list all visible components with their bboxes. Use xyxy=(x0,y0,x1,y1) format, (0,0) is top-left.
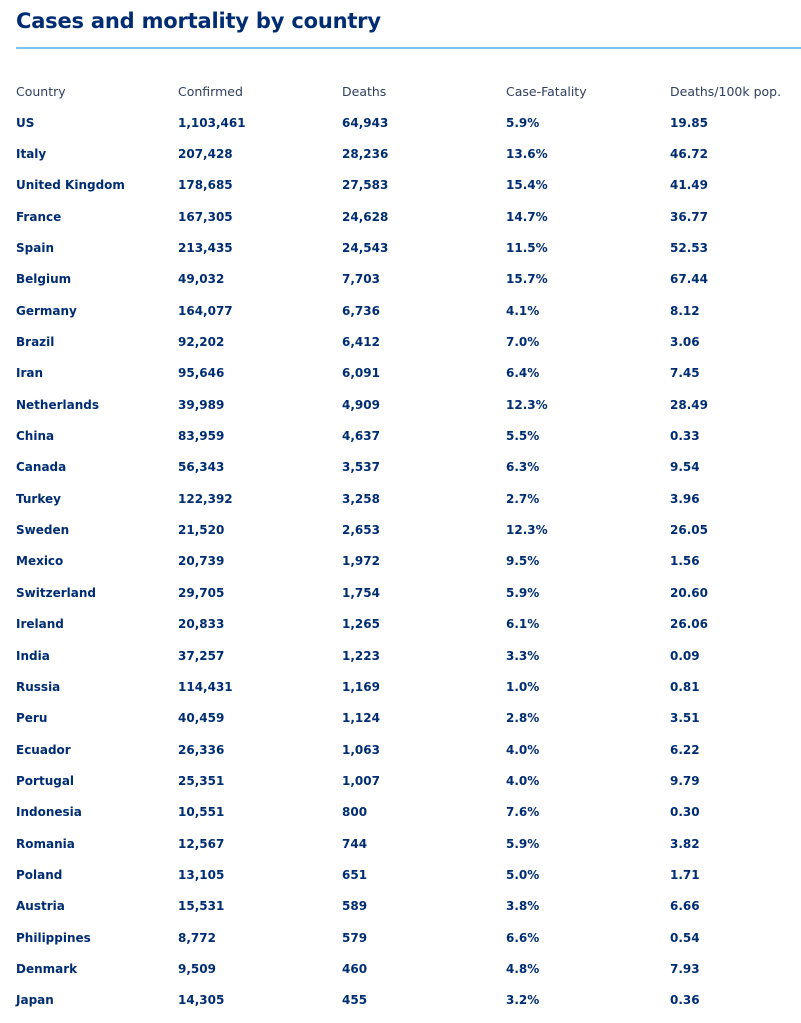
cell-country: Romania xyxy=(16,836,75,851)
cell-deaths: 24,628 xyxy=(342,209,389,224)
cell-confirmed: 15,531 xyxy=(178,899,225,914)
cell-deaths: 579 xyxy=(342,930,368,945)
cell-deaths-100k-pop: 3.06 xyxy=(670,335,700,350)
table-row xyxy=(16,922,801,953)
cell-deaths: 28,236 xyxy=(342,147,389,162)
cell-deaths-100k-pop: 19.85 xyxy=(670,115,708,130)
cell-country: Peru xyxy=(16,711,48,726)
cell-deaths: 1,124 xyxy=(342,711,380,726)
cell-country: Poland xyxy=(16,867,63,882)
cell-deaths-100k-pop: 28.49 xyxy=(670,397,708,412)
cell-deaths-100k-pop: 0.54 xyxy=(670,930,700,945)
cell-deaths-100k-pop: 0.36 xyxy=(670,993,700,1008)
cell-confirmed: 13,105 xyxy=(178,867,225,882)
cell-country: India xyxy=(16,648,50,663)
table-row xyxy=(16,420,801,451)
cell-deaths: 1,063 xyxy=(342,742,380,757)
cell-confirmed: 8,772 xyxy=(178,930,216,945)
cell-case-fatality: 4.8% xyxy=(506,961,540,976)
cell-confirmed: 39,989 xyxy=(178,397,225,412)
cell-country: Brazil xyxy=(16,335,55,350)
table-row xyxy=(16,609,801,640)
cell-deaths-100k-pop: 41.49 xyxy=(670,178,708,193)
table-body xyxy=(16,107,801,1016)
cell-deaths: 3,537 xyxy=(342,460,380,475)
cell-deaths: 4,637 xyxy=(342,429,380,444)
cell-country: Indonesia xyxy=(16,805,82,820)
cell-confirmed: 114,431 xyxy=(178,679,233,694)
cell-deaths-100k-pop: 67.44 xyxy=(670,272,708,287)
table-row xyxy=(16,703,801,734)
cell-case-fatality: 5.9% xyxy=(506,115,540,130)
cell-deaths: 6,736 xyxy=(342,303,380,318)
cell-confirmed: 83,959 xyxy=(178,429,225,444)
cell-deaths: 1,265 xyxy=(342,617,380,632)
cell-case-fatality: 4.1% xyxy=(506,303,540,318)
cell-confirmed: 12,567 xyxy=(178,836,225,851)
cell-country: Belgium xyxy=(16,272,72,287)
table-row xyxy=(16,326,801,357)
cell-deaths: 7,703 xyxy=(342,272,380,287)
cell-country: Philippines xyxy=(16,930,91,945)
table-row xyxy=(16,577,801,608)
cell-confirmed: 25,351 xyxy=(178,773,225,788)
cell-deaths: 1,169 xyxy=(342,679,380,694)
cell-case-fatality: 5.0% xyxy=(506,867,540,882)
table-row xyxy=(16,734,801,765)
title-divider xyxy=(16,47,801,49)
cell-deaths: 651 xyxy=(342,867,368,882)
cell-country: Austria xyxy=(16,899,65,914)
cell-country: Portugal xyxy=(16,773,75,788)
table-row xyxy=(16,201,801,232)
cell-deaths: 6,412 xyxy=(342,335,380,350)
cell-case-fatality: 14.7% xyxy=(506,209,548,224)
table-row xyxy=(16,514,801,545)
column-header-case-fatality: Case-Fatality xyxy=(506,84,587,99)
cell-confirmed: 26,336 xyxy=(178,742,225,757)
table-row xyxy=(16,891,801,922)
cell-confirmed: 29,705 xyxy=(178,585,225,600)
cell-deaths: 800 xyxy=(342,805,368,820)
cell-deaths: 27,583 xyxy=(342,178,389,193)
cell-country: Russia xyxy=(16,679,61,694)
cell-confirmed: 49,032 xyxy=(178,272,225,287)
cell-country: Turkey xyxy=(16,491,61,506)
cell-country: US xyxy=(16,115,35,130)
cell-country: Sweden xyxy=(16,523,70,538)
cell-country: Netherlands xyxy=(16,397,100,412)
cell-deaths-100k-pop: 0.81 xyxy=(670,679,700,694)
cell-deaths: 1,007 xyxy=(342,773,380,788)
column-header-confirmed: Confirmed xyxy=(178,84,243,99)
cell-case-fatality: 6.4% xyxy=(506,366,540,381)
cell-confirmed: 21,520 xyxy=(178,523,225,538)
table-row xyxy=(16,546,801,577)
cell-deaths-100k-pop: 52.53 xyxy=(670,241,708,256)
cell-country: Canada xyxy=(16,460,67,475)
cell-confirmed: 14,305 xyxy=(178,993,225,1008)
cell-deaths: 1,754 xyxy=(342,585,380,600)
cell-case-fatality: 1.0% xyxy=(506,679,540,694)
cell-deaths: 64,943 xyxy=(342,115,389,130)
cell-case-fatality: 6.3% xyxy=(506,460,540,475)
cell-confirmed: 40,459 xyxy=(178,711,225,726)
chart-title: Cases and mortality by country xyxy=(16,9,381,33)
cell-country: Japan xyxy=(16,993,54,1008)
cell-deaths-100k-pop: 9.79 xyxy=(670,773,700,788)
cell-case-fatality: 5.5% xyxy=(506,429,540,444)
cell-deaths-100k-pop: 0.33 xyxy=(670,429,700,444)
cell-country: Switzerland xyxy=(16,585,96,600)
cell-deaths-100k-pop: 1.56 xyxy=(670,554,700,569)
table-row xyxy=(16,671,801,702)
table-row xyxy=(16,389,801,420)
cell-deaths: 455 xyxy=(342,993,368,1008)
cell-country: Ireland xyxy=(16,617,64,632)
cell-case-fatality: 7.0% xyxy=(506,335,540,350)
cell-case-fatality: 13.6% xyxy=(506,147,548,162)
cell-deaths: 24,543 xyxy=(342,241,389,256)
cell-deaths-100k-pop: 3.82 xyxy=(670,836,700,851)
cell-confirmed: 20,739 xyxy=(178,554,225,569)
cell-case-fatality: 4.0% xyxy=(506,742,540,757)
cell-country: Italy xyxy=(16,147,47,162)
cell-case-fatality: 15.4% xyxy=(506,178,548,193)
cell-deaths-100k-pop: 7.45 xyxy=(670,366,700,381)
cell-deaths-100k-pop: 0.09 xyxy=(670,648,700,663)
cell-confirmed: 37,257 xyxy=(178,648,225,663)
table-row xyxy=(16,170,801,201)
table-row xyxy=(16,107,801,138)
cell-country: Mexico xyxy=(16,554,64,569)
cell-case-fatality: 7.6% xyxy=(506,805,540,820)
cell-confirmed: 167,305 xyxy=(178,209,233,224)
cell-deaths-100k-pop: 46.72 xyxy=(670,147,708,162)
cell-deaths-100k-pop: 9.54 xyxy=(670,460,700,475)
cell-country: Ecuador xyxy=(16,742,71,757)
cell-case-fatality: 9.5% xyxy=(506,554,540,569)
cell-deaths: 1,972 xyxy=(342,554,380,569)
cell-case-fatality: 15.7% xyxy=(506,272,548,287)
table-row xyxy=(16,828,801,859)
cell-confirmed: 207,428 xyxy=(178,147,233,162)
cell-case-fatality: 5.9% xyxy=(506,836,540,851)
cell-country: Denmark xyxy=(16,961,78,976)
cell-case-fatality: 11.5% xyxy=(506,241,548,256)
cell-confirmed: 164,077 xyxy=(178,303,233,318)
cell-deaths-100k-pop: 26.06 xyxy=(670,617,708,632)
cell-case-fatality: 3.8% xyxy=(506,899,540,914)
table-row xyxy=(16,358,801,389)
cell-deaths: 3,258 xyxy=(342,491,380,506)
table-row xyxy=(16,138,801,169)
cell-deaths-100k-pop: 8.12 xyxy=(670,303,700,318)
cell-case-fatality: 2.8% xyxy=(506,711,540,726)
cell-confirmed: 95,646 xyxy=(178,366,225,381)
cell-confirmed: 9,509 xyxy=(178,961,216,976)
cell-case-fatality: 4.0% xyxy=(506,773,540,788)
cell-confirmed: 20,833 xyxy=(178,617,225,632)
table-row xyxy=(16,483,801,514)
cell-deaths: 2,653 xyxy=(342,523,380,538)
cell-deaths-100k-pop: 0.30 xyxy=(670,805,700,820)
cell-deaths-100k-pop: 1.71 xyxy=(670,867,700,882)
cell-country: Germany xyxy=(16,303,77,318)
cell-case-fatality: 5.9% xyxy=(506,585,540,600)
cell-case-fatality: 6.6% xyxy=(506,930,540,945)
cell-deaths: 744 xyxy=(342,836,368,851)
cell-confirmed: 10,551 xyxy=(178,805,225,820)
cell-deaths-100k-pop: 36.77 xyxy=(670,209,708,224)
cell-deaths: 460 xyxy=(342,961,368,976)
cell-deaths-100k-pop: 3.96 xyxy=(670,491,700,506)
cell-case-fatality: 12.3% xyxy=(506,523,548,538)
cell-country: China xyxy=(16,429,55,444)
cell-country: Spain xyxy=(16,241,54,256)
cell-confirmed: 213,435 xyxy=(178,241,233,256)
table-row xyxy=(16,232,801,263)
column-header-country: Country xyxy=(16,84,66,99)
cell-deaths: 4,909 xyxy=(342,397,380,412)
cell-case-fatality: 3.2% xyxy=(506,993,540,1008)
mortality-table xyxy=(16,76,801,1016)
cell-country: Iran xyxy=(16,366,44,381)
cell-deaths-100k-pop: 3.51 xyxy=(670,711,700,726)
cell-confirmed: 1,103,461 xyxy=(178,115,246,130)
table-row xyxy=(16,452,801,483)
table-row xyxy=(16,985,801,1016)
cell-confirmed: 122,392 xyxy=(178,491,233,506)
cell-deaths-100k-pop: 6.66 xyxy=(670,899,700,914)
cell-case-fatality: 3.3% xyxy=(506,648,540,663)
cell-country: United Kingdom xyxy=(16,178,125,193)
cell-deaths: 1,223 xyxy=(342,648,380,663)
table-row xyxy=(16,765,801,796)
cell-deaths-100k-pop: 26.05 xyxy=(670,523,708,538)
column-header-deaths: Deaths xyxy=(342,84,387,99)
cell-case-fatality: 6.1% xyxy=(506,617,540,632)
column-header-deaths-100k-pop: Deaths/100k pop. xyxy=(670,84,782,99)
table-row xyxy=(16,640,801,671)
cell-deaths: 6,091 xyxy=(342,366,380,381)
cell-deaths: 589 xyxy=(342,899,368,914)
cell-country: France xyxy=(16,209,62,224)
table-row xyxy=(16,953,801,984)
table-row xyxy=(16,859,801,890)
cell-confirmed: 178,685 xyxy=(178,178,233,193)
cell-deaths-100k-pop: 7.93 xyxy=(670,961,700,976)
table-row xyxy=(16,264,801,295)
cell-case-fatality: 2.7% xyxy=(506,491,540,506)
cell-case-fatality: 12.3% xyxy=(506,397,548,412)
table-row xyxy=(16,797,801,828)
cell-deaths-100k-pop: 20.60 xyxy=(670,585,708,600)
table-row xyxy=(16,295,801,326)
cell-confirmed: 92,202 xyxy=(178,335,225,350)
cell-deaths-100k-pop: 6.22 xyxy=(670,742,700,757)
cell-confirmed: 56,343 xyxy=(178,460,225,475)
table-header-row xyxy=(16,76,801,107)
